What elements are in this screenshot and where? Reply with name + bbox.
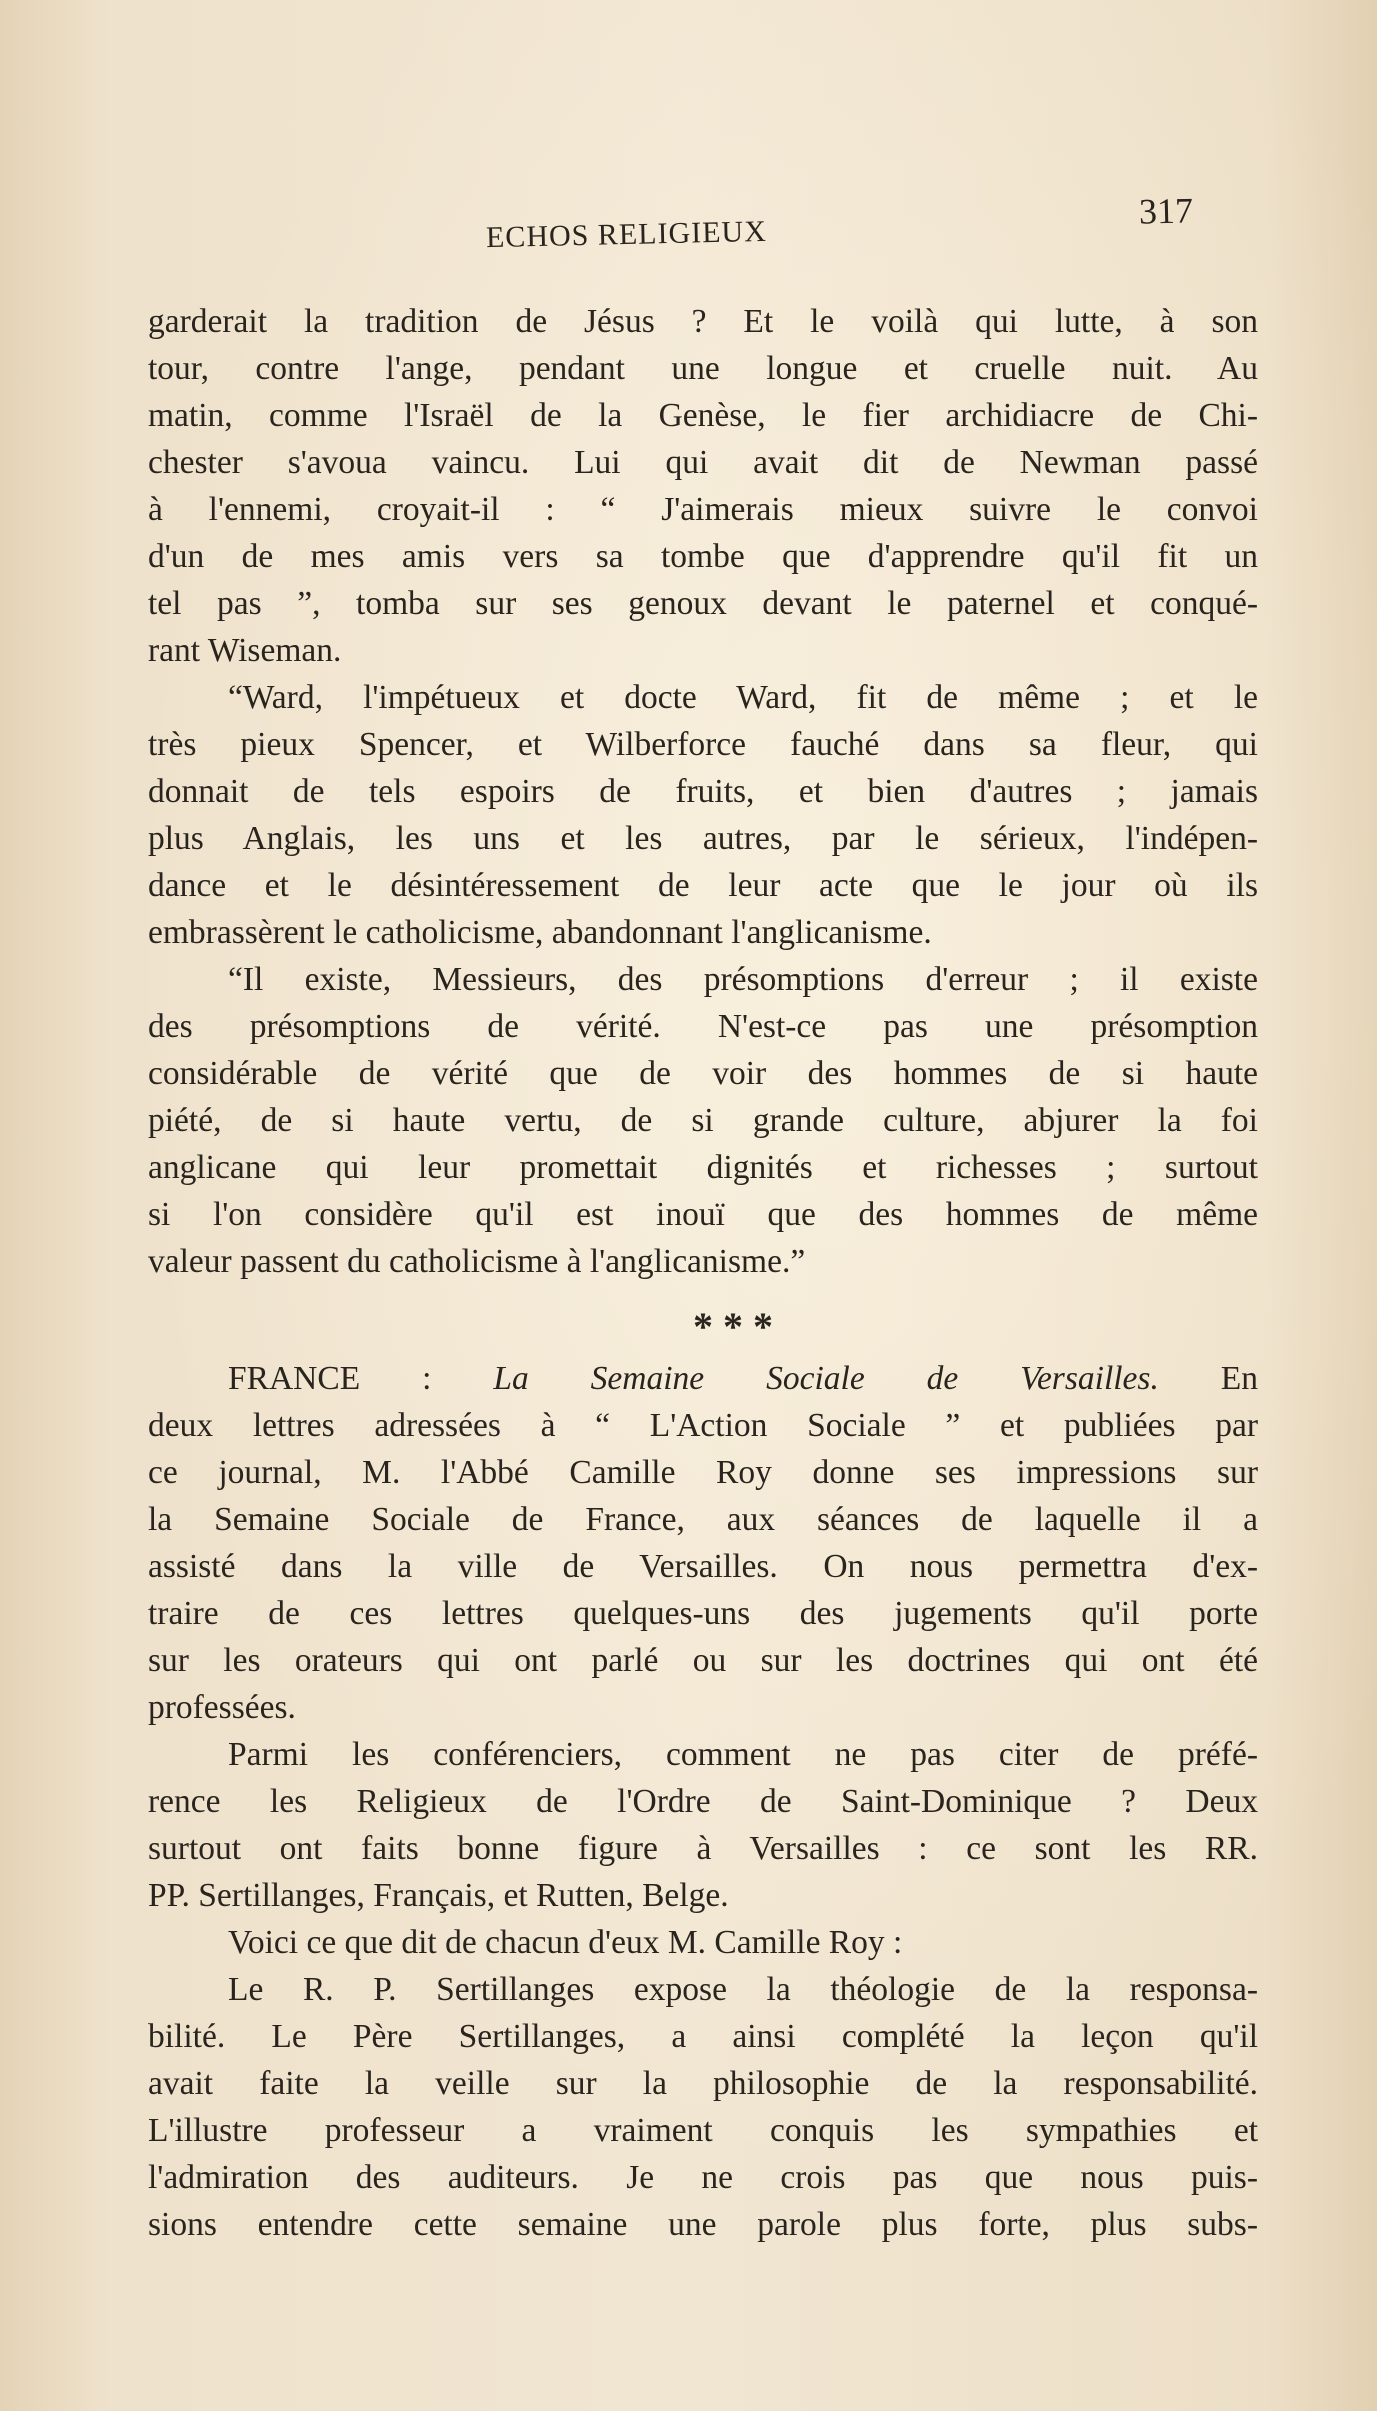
text-line: l'admiration des auditeurs. Je ne crois pas que nous puis-	[148, 2159, 1258, 2196]
text-line: la Semaine Sociale de France, aux séances de laquelle il a	[148, 1501, 1258, 1538]
text-line: L'illustre professeur a vraiment conquis les sympathies et	[148, 2112, 1258, 2149]
text-line: piété, de si haute vertu, de si grande culture, abjurer la foi	[148, 1102, 1258, 1139]
text-line: considérable de vérité que de voir des hommes de si haute	[148, 1055, 1258, 1092]
text-line: dance et le désintéressement de leur acte que le jour où ils	[148, 867, 1258, 904]
text-line: avait faite la veille sur la philosophie de la responsabilité.	[148, 2065, 1258, 2102]
section-lead-rest: En	[1220, 1360, 1258, 1397]
section-title: La Semaine Sociale de Versailles.	[493, 1360, 1159, 1397]
running-head: ECHOS RELIGIEUX	[485, 214, 768, 255]
text-line: d'un de mes amis vers sa tombe que d'apprendre qu'il fit un	[148, 538, 1258, 575]
paragraph	[148, 674, 1258, 956]
page-header	[140, 190, 1220, 270]
text-line: traire de ces lettres quelques-uns des jugements qu'il porte	[148, 1595, 1258, 1632]
section-label: FRANCE :	[228, 1360, 432, 1397]
text-line: valeur passent du catholicisme à l'anglicanisme.”	[148, 1243, 806, 1280]
text-line: anglicane qui leur promettait dignités et richesses ; surtout	[148, 1149, 1258, 1186]
text-line: “Ward, l'impétueux et docte Ward, fit de même ; et le	[228, 679, 1258, 716]
text-line: “Il existe, Messieurs, des présomptions d'erreur ; il existe	[228, 961, 1258, 998]
text-line: tour, contre l'ange, pendant une longue et cruelle nuit. Au	[148, 350, 1258, 387]
text-line: tel pas ”, tomba sur ses genoux devant le paternel et conqué-	[148, 585, 1258, 622]
text-line: PP. Sertillanges, Français, et Rutten, Belge.	[148, 1877, 729, 1914]
text-line: des présomptions de vérité. N'est-ce pas une présomption	[148, 1008, 1258, 1045]
text-line: Voici ce que dit de chacun d'eux M. Camille Roy :	[228, 1924, 903, 1961]
text-line: donnait de tels espoirs de fruits, et bien d'autres ; jamais	[148, 773, 1258, 810]
text-line: deux lettres adressées à “ L'Action Sociale ” et publiées par	[148, 1407, 1258, 1444]
text-line: matin, comme l'Israël de la Genèse, le fier archidiacre de Chi-	[148, 397, 1258, 434]
body-text	[148, 298, 1258, 2248]
text-line: chester s'avoua vaincu. Lui qui avait dit de Newman passé	[148, 444, 1258, 481]
text-line: Le R. P. Sertillanges expose la théologie de la responsa-	[228, 1971, 1258, 2008]
text-line: rence les Religieux de l'Ordre de Saint-Dominique ? Deux	[148, 1783, 1258, 1820]
text-line: si l'on considère qu'il est inouï que des hommes de même	[148, 1196, 1258, 1233]
paragraph	[148, 298, 1258, 674]
text-line: ce journal, M. l'Abbé Camille Roy donne ses impressions sur	[148, 1454, 1258, 1491]
text-line: professées.	[148, 1689, 296, 1726]
text-line: très pieux Spencer, et Wilberforce fauché dans sa fleur, qui	[148, 726, 1258, 763]
text-line: rant Wiseman.	[148, 632, 342, 669]
text-line: Parmi les conférenciers, comment ne pas citer de préfé-	[228, 1736, 1258, 1773]
page-number: 317	[1138, 190, 1194, 232]
section-france	[148, 1355, 1258, 2248]
text-line: plus Anglais, les uns et les autres, par le sérieux, l'indépen-	[148, 820, 1258, 857]
paragraph	[148, 956, 1258, 1285]
text-line: assisté dans la ville de Versailles. On nous permettra d'ex-	[148, 1548, 1258, 1585]
text-line: embrassèrent le catholicisme, abandonnant l'anglicanisme.	[148, 914, 932, 951]
text-line: surtout ont faits bonne figure à Versailles : ce sont les RR.	[148, 1830, 1258, 1867]
text-line: bilité. Le Père Sertillanges, a ainsi complété la leçon qu'il	[148, 2018, 1258, 2055]
text-line: sions entendre cette semaine une parole plus forte, plus subs-	[148, 2206, 1258, 2243]
section-lead-line	[148, 1355, 1258, 1402]
section-separator: ***	[693, 1304, 783, 1349]
text-line: à l'ennemi, croyait-il : “ J'aimerais mieux suivre le convoi	[148, 491, 1258, 528]
text-line: sur les orateurs qui ont parlé ou sur les doctrines qui ont été	[148, 1642, 1258, 1679]
text-line: garderait la tradition de Jésus ? Et le voilà qui lutte, à son	[148, 303, 1258, 340]
